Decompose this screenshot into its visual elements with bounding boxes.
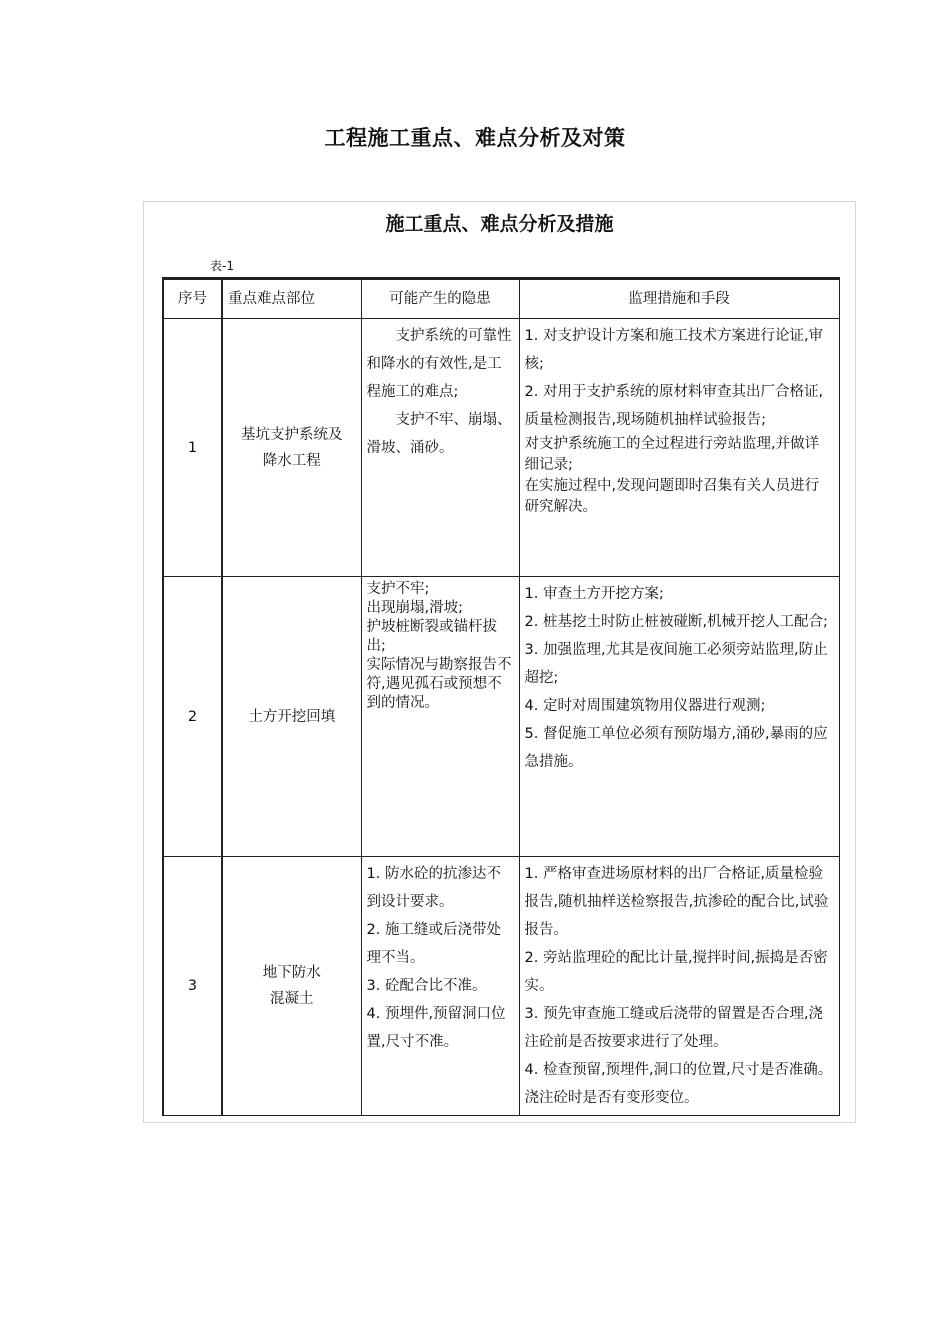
table-row — [163, 577, 839, 857]
table-number: 表-1 — [210, 259, 234, 273]
row-hazards — [361, 857, 519, 1116]
part-line: 混凝土 — [270, 991, 314, 1007]
hazard-item: 出现崩塌,滑坡; — [366, 600, 463, 616]
measure-item: 3. 加强监理,尤其是夜间施工必须旁站监理,防止超挖; — [524, 642, 828, 686]
row-no: 3 — [163, 857, 222, 1116]
row-no: 1 — [163, 319, 222, 577]
measure-item: 2. 桩基挖土时防止桩被碰断,机械开挖人工配合; — [524, 614, 828, 630]
measure-item: 1. 审查土方开挖方案; — [524, 586, 664, 602]
measure-item: 在实施过程中,发现问题即时召集有关人员进行研究解决。 — [524, 478, 820, 515]
page-title: 工程施工重点、难点分析及对策 — [324, 126, 626, 150]
hazard-item: 护坡桩断裂或锚杆拔出; — [366, 619, 497, 654]
hazard-item: 支护系统的可靠性和降水的有效性,是工程施工的难点; — [366, 328, 512, 400]
row-part — [222, 577, 361, 857]
header-part: 重点难点部位 — [222, 279, 361, 319]
measure-item: 1. 严格审查进场原材料的出厂合格证,质量检验报告,随机抽样送检察报告,抗渗砼的配合比,试验报告。 — [524, 866, 829, 938]
measure-item: 1. 对支护设计方案和施工技术方案进行论证,审核; — [524, 328, 824, 372]
row-hazards — [361, 319, 519, 577]
measure-item: 3. 预先审查施工缝或后浇带的留置是否合理,浇注砼前是否按要求进行了处理。 — [524, 1006, 824, 1050]
table-title: 施工重点、难点分析及措施 — [385, 213, 614, 235]
measure-item: 2. 旁站监理砼的配比计量,搅拌时间,振捣是否密实。 — [524, 950, 828, 994]
measure-item: 5. 督促施工单位必须有预防塌方,涌砂,暴雨的应急措施。 — [524, 726, 828, 770]
header-measures: 监理措施和手段 — [519, 279, 839, 319]
part-line: 基坑支护系统及 — [241, 426, 343, 443]
header-hazards: 可能产生的隐患 — [361, 279, 519, 319]
part-line: 降水工程 — [262, 452, 321, 469]
row-part — [222, 857, 361, 1116]
measure-item: 2. 对用于支护系统的原材料审查其出厂合格证,质量检测报告,现场随机抽样试验报告; — [524, 384, 824, 428]
hazard-item: 3. 砼配合比不准。 — [366, 978, 487, 994]
hazard-item: 4. 预埋件,预留洞口位置,尺寸不准。 — [366, 1006, 506, 1050]
row-part — [222, 319, 361, 577]
row-no: 2 — [163, 577, 222, 857]
measures-table — [162, 277, 840, 1116]
row-hazards — [361, 577, 519, 857]
table-header-row — [163, 279, 839, 319]
measure-item: 对支护系统施工的全过程进行旁站监理,并做详细记录; — [524, 436, 820, 473]
table-row — [163, 857, 839, 1116]
header-no: 序号 — [163, 279, 222, 319]
row-measures — [519, 857, 839, 1116]
hazard-item: 支护不牢、崩塌、滑坡、涌砂。 — [366, 412, 512, 456]
table-row — [163, 319, 839, 577]
row-measures — [519, 577, 839, 857]
hazard-item: 实际情况与勘察报告不符,遇见孤石或预想不到的情况。 — [366, 657, 512, 711]
hazard-item: 2. 施工缝或后浇带处理不当。 — [366, 922, 501, 966]
hazard-item: 1. 防水砼的抗渗达不到设计要求。 — [366, 866, 501, 910]
hazard-item: 支护不牢; — [366, 581, 430, 597]
measure-item: 4. 检查预留,预埋件,洞口的位置,尺寸是否准确。浇注砼时是否有变形变位。 — [524, 1062, 833, 1106]
part-line: 土方开挖回填 — [248, 708, 336, 725]
measure-item: 4. 定时对周围建筑物用仪器进行观测; — [524, 698, 766, 714]
part-line: 地下防水 — [262, 965, 321, 981]
row-measures — [519, 319, 839, 577]
